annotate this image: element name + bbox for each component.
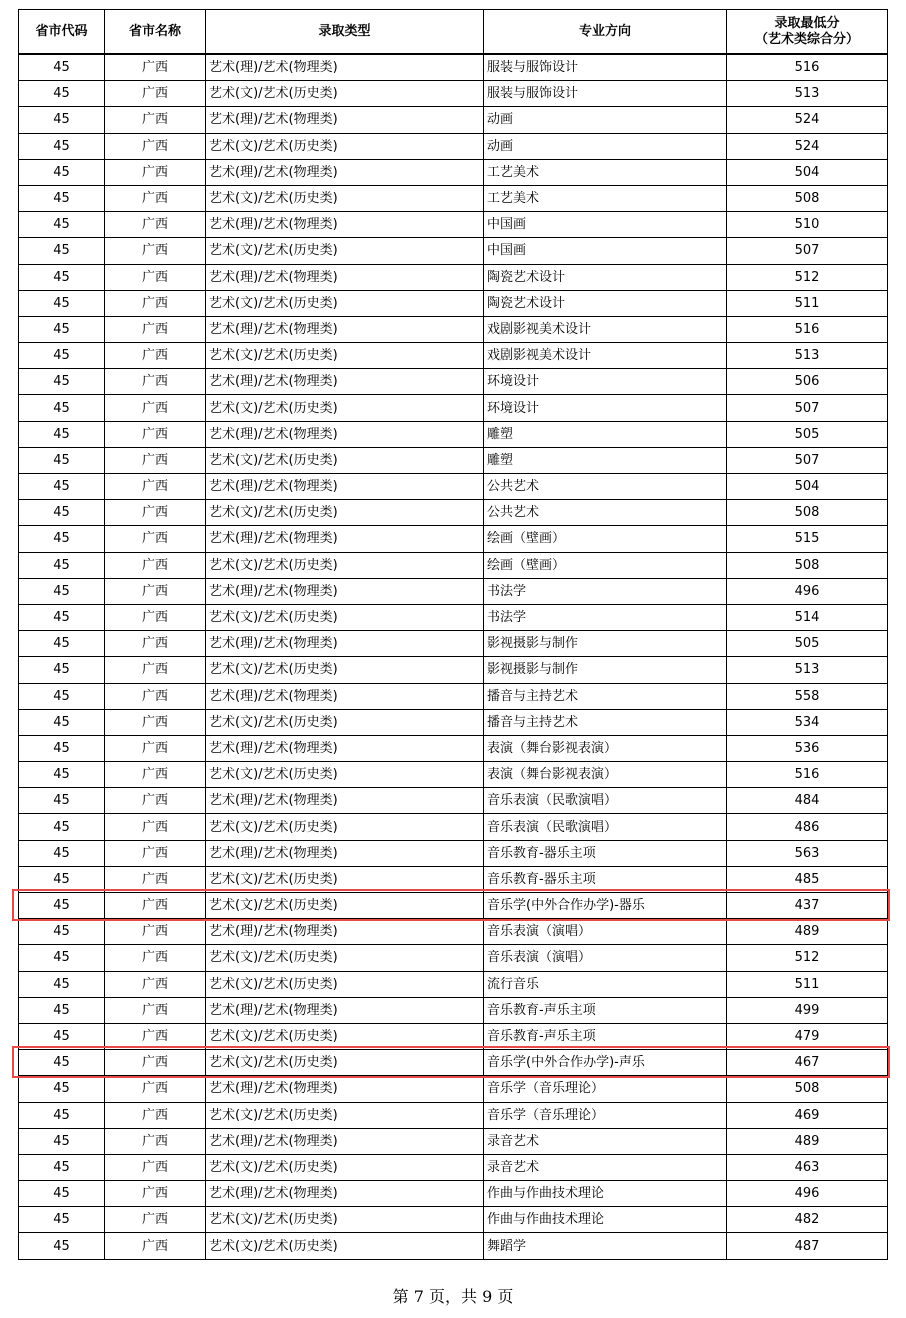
cell-province-code: 45 xyxy=(19,788,105,814)
table-row xyxy=(19,447,888,473)
cell-province-code: 45 xyxy=(19,212,105,238)
table-row xyxy=(19,631,888,657)
table-row xyxy=(19,657,888,683)
table-row xyxy=(19,971,888,997)
cell-major-direction: 雕塑 xyxy=(484,447,727,473)
cell-min-score: 504 xyxy=(727,474,888,500)
cell-admission-type: 艺术(文)/艺术(历史类) xyxy=(206,133,484,159)
cell-province-code: 45 xyxy=(19,866,105,892)
admission-scores-table xyxy=(18,9,888,1260)
cell-major-direction: 舞蹈学 xyxy=(484,1233,727,1259)
header-admission-type: 录取类型 xyxy=(206,10,484,55)
cell-province-name: 广西 xyxy=(105,81,206,107)
cell-province-name: 广西 xyxy=(105,526,206,552)
cell-province-name: 广西 xyxy=(105,893,206,919)
cell-major-direction: 音乐学（音乐理论） xyxy=(484,1076,727,1102)
cell-admission-type: 艺术(理)/艺术(物理类) xyxy=(206,919,484,945)
cell-major-direction: 绘画（壁画） xyxy=(484,526,727,552)
cell-admission-type: 艺术(理)/艺术(物理类) xyxy=(206,264,484,290)
cell-min-score: 467 xyxy=(727,1050,888,1076)
cell-admission-type: 艺术(理)/艺术(物理类) xyxy=(206,54,484,81)
cell-major-direction: 表演（舞台影视表演） xyxy=(484,735,727,761)
cell-admission-type: 艺术(理)/艺术(物理类) xyxy=(206,107,484,133)
table-header-row xyxy=(19,10,888,55)
cell-min-score: 486 xyxy=(727,814,888,840)
cell-min-score: 513 xyxy=(727,657,888,683)
cell-province-name: 广西 xyxy=(105,212,206,238)
cell-province-code: 45 xyxy=(19,919,105,945)
cell-major-direction: 音乐表演（民歌演唱） xyxy=(484,788,727,814)
cell-min-score: 482 xyxy=(727,1207,888,1233)
cell-min-score: 516 xyxy=(727,762,888,788)
cell-province-code: 45 xyxy=(19,343,105,369)
cell-province-name: 广西 xyxy=(105,657,206,683)
cell-min-score: 524 xyxy=(727,107,888,133)
cell-min-score: 515 xyxy=(727,526,888,552)
cell-min-score: 504 xyxy=(727,159,888,185)
cell-major-direction: 音乐表演（演唱） xyxy=(484,945,727,971)
cell-admission-type: 艺术(理)/艺术(物理类) xyxy=(206,159,484,185)
table-row xyxy=(19,788,888,814)
cell-major-direction: 音乐教育-器乐主项 xyxy=(484,866,727,892)
cell-province-name: 广西 xyxy=(105,264,206,290)
cell-province-code: 45 xyxy=(19,1207,105,1233)
cell-province-name: 广西 xyxy=(105,604,206,630)
cell-admission-type: 艺术(理)/艺术(物理类) xyxy=(206,1128,484,1154)
cell-min-score: 516 xyxy=(727,316,888,342)
cell-major-direction: 服装与服饰设计 xyxy=(484,54,727,81)
cell-province-code: 45 xyxy=(19,395,105,421)
cell-min-score: 485 xyxy=(727,866,888,892)
cell-province-name: 广西 xyxy=(105,54,206,81)
cell-major-direction: 中国画 xyxy=(484,212,727,238)
cell-province-name: 广西 xyxy=(105,762,206,788)
cell-province-code: 45 xyxy=(19,500,105,526)
cell-min-score: 496 xyxy=(727,1181,888,1207)
table-row xyxy=(19,1154,888,1180)
cell-major-direction: 表演（舞台影视表演） xyxy=(484,762,727,788)
cell-province-name: 广西 xyxy=(105,1128,206,1154)
cell-province-code: 45 xyxy=(19,709,105,735)
table-row xyxy=(19,395,888,421)
cell-province-name: 广西 xyxy=(105,500,206,526)
cell-major-direction: 服装与服饰设计 xyxy=(484,81,727,107)
cell-province-name: 广西 xyxy=(105,1050,206,1076)
cell-province-name: 广西 xyxy=(105,1207,206,1233)
cell-province-name: 广西 xyxy=(105,709,206,735)
cell-province-code: 45 xyxy=(19,185,105,211)
cell-province-code: 45 xyxy=(19,1154,105,1180)
header-province-code: 省市代码 xyxy=(19,10,105,55)
table-row xyxy=(19,369,888,395)
cell-min-score: 507 xyxy=(727,238,888,264)
cell-major-direction: 流行音乐 xyxy=(484,971,727,997)
cell-province-code: 45 xyxy=(19,1102,105,1128)
cell-min-score: 524 xyxy=(727,133,888,159)
cell-province-code: 45 xyxy=(19,604,105,630)
cell-admission-type: 艺术(文)/艺术(历史类) xyxy=(206,395,484,421)
cell-admission-type: 艺术(文)/艺术(历史类) xyxy=(206,814,484,840)
cell-province-code: 45 xyxy=(19,997,105,1023)
cell-major-direction: 动画 xyxy=(484,133,727,159)
table-row xyxy=(19,264,888,290)
cell-province-name: 广西 xyxy=(105,578,206,604)
cell-province-name: 广西 xyxy=(105,447,206,473)
cell-province-name: 广西 xyxy=(105,552,206,578)
cell-admission-type: 艺术(理)/艺术(物理类) xyxy=(206,421,484,447)
cell-province-name: 广西 xyxy=(105,735,206,761)
cell-min-score: 479 xyxy=(727,1023,888,1049)
table-row xyxy=(19,526,888,552)
table-row xyxy=(19,238,888,264)
cell-province-name: 广西 xyxy=(105,1023,206,1049)
cell-province-code: 45 xyxy=(19,657,105,683)
cell-admission-type: 艺术(文)/艺术(历史类) xyxy=(206,1154,484,1180)
cell-province-code: 45 xyxy=(19,81,105,107)
table-row xyxy=(19,421,888,447)
cell-admission-type: 艺术(理)/艺术(物理类) xyxy=(206,840,484,866)
cell-min-score: 512 xyxy=(727,945,888,971)
cell-admission-type: 艺术(文)/艺术(历史类) xyxy=(206,552,484,578)
header-province-name: 省市名称 xyxy=(105,10,206,55)
cell-major-direction: 陶瓷艺术设计 xyxy=(484,264,727,290)
cell-province-name: 广西 xyxy=(105,1181,206,1207)
cell-major-direction: 戏剧影视美术设计 xyxy=(484,316,727,342)
cell-major-direction: 工艺美术 xyxy=(484,185,727,211)
table-row xyxy=(19,107,888,133)
cell-min-score: 508 xyxy=(727,185,888,211)
cell-province-name: 广西 xyxy=(105,316,206,342)
table-row xyxy=(19,709,888,735)
cell-major-direction: 动画 xyxy=(484,107,727,133)
cell-admission-type: 艺术(文)/艺术(历史类) xyxy=(206,185,484,211)
cell-province-name: 广西 xyxy=(105,1154,206,1180)
cell-province-code: 45 xyxy=(19,316,105,342)
table-row xyxy=(19,474,888,500)
header-min-score xyxy=(727,10,888,55)
cell-min-score: 496 xyxy=(727,578,888,604)
table-row xyxy=(19,159,888,185)
cell-min-score: 511 xyxy=(727,290,888,316)
cell-min-score: 499 xyxy=(727,997,888,1023)
table-row xyxy=(19,1207,888,1233)
table-row xyxy=(19,762,888,788)
table-row xyxy=(19,81,888,107)
table-row xyxy=(19,1233,888,1259)
table-row xyxy=(19,552,888,578)
cell-min-score: 510 xyxy=(727,212,888,238)
cell-min-score: 513 xyxy=(727,343,888,369)
cell-admission-type: 艺术(文)/艺术(历史类) xyxy=(206,604,484,630)
cell-admission-type: 艺术(理)/艺术(物理类) xyxy=(206,1181,484,1207)
cell-province-code: 45 xyxy=(19,238,105,264)
cell-province-code: 45 xyxy=(19,107,105,133)
cell-admission-type: 艺术(文)/艺术(历史类) xyxy=(206,447,484,473)
cell-province-name: 广西 xyxy=(105,1102,206,1128)
cell-min-score: 563 xyxy=(727,840,888,866)
cell-admission-type: 艺术(理)/艺术(物理类) xyxy=(206,788,484,814)
table-row xyxy=(19,1076,888,1102)
header-major-direction: 专业方向 xyxy=(484,10,727,55)
cell-province-name: 广西 xyxy=(105,238,206,264)
cell-province-code: 45 xyxy=(19,133,105,159)
cell-major-direction: 绘画（壁画） xyxy=(484,552,727,578)
cell-province-code: 45 xyxy=(19,1233,105,1259)
table-row xyxy=(19,997,888,1023)
cell-province-name: 广西 xyxy=(105,185,206,211)
cell-min-score: 505 xyxy=(727,631,888,657)
cell-admission-type: 艺术(文)/艺术(历史类) xyxy=(206,1023,484,1049)
cell-province-name: 广西 xyxy=(105,474,206,500)
cell-admission-type: 艺术(文)/艺术(历史类) xyxy=(206,893,484,919)
cell-province-name: 广西 xyxy=(105,788,206,814)
cell-province-name: 广西 xyxy=(105,683,206,709)
table-row xyxy=(19,919,888,945)
cell-admission-type: 艺术(理)/艺术(物理类) xyxy=(206,526,484,552)
table-row xyxy=(19,1102,888,1128)
cell-province-name: 广西 xyxy=(105,107,206,133)
cell-admission-type: 艺术(文)/艺术(历史类) xyxy=(206,971,484,997)
cell-province-name: 广西 xyxy=(105,290,206,316)
cell-province-code: 45 xyxy=(19,945,105,971)
cell-major-direction: 陶瓷艺术设计 xyxy=(484,290,727,316)
cell-province-code: 45 xyxy=(19,159,105,185)
cell-major-direction: 环境设计 xyxy=(484,395,727,421)
cell-min-score: 487 xyxy=(727,1233,888,1259)
cell-min-score: 511 xyxy=(727,971,888,997)
cell-admission-type: 艺术(文)/艺术(历史类) xyxy=(206,762,484,788)
cell-admission-type: 艺术(文)/艺术(历史类) xyxy=(206,866,484,892)
cell-admission-type: 艺术(文)/艺术(历史类) xyxy=(206,81,484,107)
cell-province-code: 45 xyxy=(19,971,105,997)
cell-province-name: 广西 xyxy=(105,631,206,657)
cell-province-code: 45 xyxy=(19,447,105,473)
cell-province-code: 45 xyxy=(19,552,105,578)
cell-major-direction: 影视摄影与制作 xyxy=(484,631,727,657)
table-row xyxy=(19,316,888,342)
cell-province-code: 45 xyxy=(19,814,105,840)
cell-major-direction: 影视摄影与制作 xyxy=(484,657,727,683)
cell-min-score: 507 xyxy=(727,447,888,473)
cell-major-direction: 作曲与作曲技术理论 xyxy=(484,1207,727,1233)
cell-major-direction: 公共艺术 xyxy=(484,474,727,500)
cell-major-direction: 音乐学(中外合作办学)-声乐 xyxy=(484,1050,727,1076)
table-row xyxy=(19,604,888,630)
cell-admission-type: 艺术(文)/艺术(历史类) xyxy=(206,709,484,735)
cell-major-direction: 音乐教育-声乐主项 xyxy=(484,1023,727,1049)
table-row xyxy=(19,133,888,159)
cell-min-score: 558 xyxy=(727,683,888,709)
cell-province-name: 广西 xyxy=(105,840,206,866)
cell-province-name: 广西 xyxy=(105,369,206,395)
cell-admission-type: 艺术(理)/艺术(物理类) xyxy=(206,1076,484,1102)
cell-major-direction: 音乐教育-器乐主项 xyxy=(484,840,727,866)
table-row xyxy=(19,212,888,238)
cell-province-code: 45 xyxy=(19,762,105,788)
cell-admission-type: 艺术(理)/艺术(物理类) xyxy=(206,212,484,238)
cell-min-score: 514 xyxy=(727,604,888,630)
cell-admission-type: 艺术(理)/艺术(物理类) xyxy=(206,631,484,657)
cell-major-direction: 工艺美术 xyxy=(484,159,727,185)
cell-province-name: 广西 xyxy=(105,421,206,447)
cell-province-code: 45 xyxy=(19,1128,105,1154)
cell-province-name: 广西 xyxy=(105,159,206,185)
cell-major-direction: 书法学 xyxy=(484,578,727,604)
header-min-score-line1: 录取最低分 xyxy=(774,15,840,31)
table-row xyxy=(19,500,888,526)
cell-province-name: 广西 xyxy=(105,814,206,840)
cell-min-score: 484 xyxy=(727,788,888,814)
cell-admission-type: 艺术(理)/艺术(物理类) xyxy=(206,997,484,1023)
cell-province-code: 45 xyxy=(19,578,105,604)
cell-province-name: 广西 xyxy=(105,1233,206,1259)
cell-province-code: 45 xyxy=(19,893,105,919)
cell-admission-type: 艺术(理)/艺术(物理类) xyxy=(206,316,484,342)
cell-province-name: 广西 xyxy=(105,919,206,945)
cell-min-score: 508 xyxy=(727,552,888,578)
cell-min-score: 463 xyxy=(727,1154,888,1180)
cell-province-code: 45 xyxy=(19,290,105,316)
cell-province-code: 45 xyxy=(19,421,105,447)
cell-major-direction: 公共艺术 xyxy=(484,500,727,526)
table-row xyxy=(19,1023,888,1049)
cell-province-code: 45 xyxy=(19,1023,105,1049)
cell-major-direction: 音乐学(中外合作办学)-器乐 xyxy=(484,893,727,919)
cell-province-code: 45 xyxy=(19,474,105,500)
table-row xyxy=(19,893,888,919)
cell-admission-type: 艺术(理)/艺术(物理类) xyxy=(206,578,484,604)
table-row xyxy=(19,1050,888,1076)
cell-province-code: 45 xyxy=(19,369,105,395)
cell-min-score: 489 xyxy=(727,919,888,945)
cell-province-name: 广西 xyxy=(105,971,206,997)
cell-province-name: 广西 xyxy=(105,343,206,369)
table-row xyxy=(19,1128,888,1154)
cell-min-score: 506 xyxy=(727,369,888,395)
table-row xyxy=(19,578,888,604)
cell-admission-type: 艺术(文)/艺术(历史类) xyxy=(206,1102,484,1128)
cell-province-code: 45 xyxy=(19,631,105,657)
cell-admission-type: 艺术(文)/艺术(历史类) xyxy=(206,1207,484,1233)
cell-province-code: 45 xyxy=(19,683,105,709)
cell-min-score: 513 xyxy=(727,81,888,107)
cell-province-code: 45 xyxy=(19,1181,105,1207)
cell-province-code: 45 xyxy=(19,54,105,81)
cell-admission-type: 艺术(文)/艺术(历史类) xyxy=(206,945,484,971)
cell-min-score: 507 xyxy=(727,395,888,421)
cell-major-direction: 音乐学（音乐理论） xyxy=(484,1102,727,1128)
table-body xyxy=(19,54,888,1259)
cell-major-direction: 中国画 xyxy=(484,238,727,264)
cell-admission-type: 艺术(文)/艺术(历史类) xyxy=(206,1050,484,1076)
cell-admission-type: 艺术(理)/艺术(物理类) xyxy=(206,474,484,500)
table-row xyxy=(19,1181,888,1207)
cell-min-score: 534 xyxy=(727,709,888,735)
cell-min-score: 508 xyxy=(727,1076,888,1102)
cell-province-code: 45 xyxy=(19,1076,105,1102)
cell-province-name: 广西 xyxy=(105,997,206,1023)
cell-province-name: 广西 xyxy=(105,395,206,421)
cell-major-direction: 雕塑 xyxy=(484,421,727,447)
cell-admission-type: 艺术(文)/艺术(历史类) xyxy=(206,238,484,264)
cell-major-direction: 播音与主持艺术 xyxy=(484,709,727,735)
cell-min-score: 505 xyxy=(727,421,888,447)
cell-admission-type: 艺术(文)/艺术(历史类) xyxy=(206,657,484,683)
cell-province-name: 广西 xyxy=(105,1076,206,1102)
cell-major-direction: 播音与主持艺术 xyxy=(484,683,727,709)
cell-min-score: 508 xyxy=(727,500,888,526)
cell-province-name: 广西 xyxy=(105,133,206,159)
table-row xyxy=(19,735,888,761)
cell-province-code: 45 xyxy=(19,526,105,552)
cell-admission-type: 艺术(理)/艺术(物理类) xyxy=(206,683,484,709)
cell-major-direction: 作曲与作曲技术理论 xyxy=(484,1181,727,1207)
cell-major-direction: 书法学 xyxy=(484,604,727,630)
cell-admission-type: 艺术(理)/艺术(物理类) xyxy=(206,735,484,761)
cell-min-score: 536 xyxy=(727,735,888,761)
cell-min-score: 469 xyxy=(727,1102,888,1128)
cell-major-direction: 音乐表演（民歌演唱） xyxy=(484,814,727,840)
table-row xyxy=(19,290,888,316)
table-row xyxy=(19,683,888,709)
cell-min-score: 516 xyxy=(727,54,888,81)
cell-province-name: 广西 xyxy=(105,945,206,971)
cell-major-direction: 录音艺术 xyxy=(484,1128,727,1154)
table-row xyxy=(19,185,888,211)
table-row xyxy=(19,54,888,81)
cell-province-code: 45 xyxy=(19,264,105,290)
cell-min-score: 489 xyxy=(727,1128,888,1154)
cell-admission-type: 艺术(理)/艺术(物理类) xyxy=(206,369,484,395)
cell-major-direction: 音乐表演（演唱） xyxy=(484,919,727,945)
table-row xyxy=(19,814,888,840)
cell-admission-type: 艺术(文)/艺术(历史类) xyxy=(206,290,484,316)
cell-major-direction: 录音艺术 xyxy=(484,1154,727,1180)
cell-major-direction: 环境设计 xyxy=(484,369,727,395)
cell-province-code: 45 xyxy=(19,840,105,866)
cell-province-code: 45 xyxy=(19,735,105,761)
cell-major-direction: 音乐教育-声乐主项 xyxy=(484,997,727,1023)
cell-admission-type: 艺术(文)/艺术(历史类) xyxy=(206,500,484,526)
cell-province-name: 广西 xyxy=(105,866,206,892)
header-min-score-line2: （艺术类综合分） xyxy=(754,31,859,47)
table-row xyxy=(19,866,888,892)
table-row xyxy=(19,343,888,369)
cell-admission-type: 艺术(文)/艺术(历史类) xyxy=(206,343,484,369)
cell-min-score: 437 xyxy=(727,893,888,919)
cell-province-code: 45 xyxy=(19,1050,105,1076)
table-row xyxy=(19,945,888,971)
cell-min-score: 512 xyxy=(727,264,888,290)
table-row xyxy=(19,840,888,866)
cell-major-direction: 戏剧影视美术设计 xyxy=(484,343,727,369)
cell-admission-type: 艺术(文)/艺术(历史类) xyxy=(206,1233,484,1259)
page-number: 第 7 页，共 9 页 xyxy=(392,1287,514,1306)
